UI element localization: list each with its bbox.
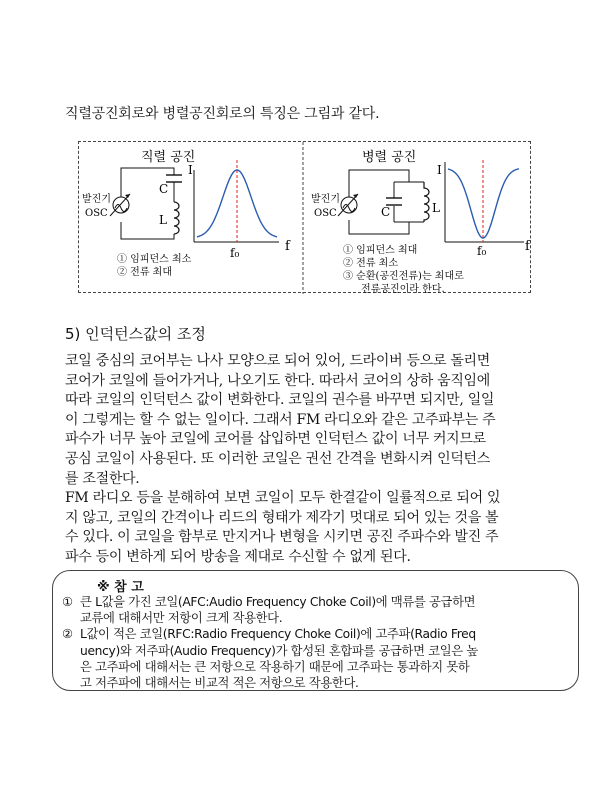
note-item-1	[62, 594, 568, 626]
parallel-title: 병렬 공진	[362, 150, 417, 165]
series-osc-label-1: 발진기	[82, 194, 111, 205]
note-line: L값이 적은 코일(RFC:Radio Frequency Choke Coil)에 고주파(Radio Freq	[80, 627, 476, 642]
parallel-l-label: L	[432, 201, 440, 215]
intro-text: 직렬공진회로와 병렬공진회로의 특징은 그림과 같다.	[65, 106, 380, 122]
parallel-wire-top	[349, 170, 409, 210]
note-line: 은 고주파에 대해서는 큰 저항으로 작용하기 때문에 고주파는 통과하지 못하	[80, 659, 470, 674]
parallel-osc-label-2: OSC	[314, 208, 337, 219]
note-title: ※ 참 고	[97, 580, 144, 595]
text-line: 코일 중심의 코어부는 나사 모양으로 되어 있어, 드라이버 등으로 돌리면	[65, 353, 490, 369]
parallel-note-4: 전류공진이라 한다.	[361, 284, 445, 294]
text-line: 따라 코일의 인덕턴스 값이 변화한다. 코일의 권수를 바꾸면 되지만, 일일	[65, 392, 495, 409]
parallel-osc-label-1: 발진기	[311, 194, 340, 205]
series-inductor	[174, 202, 179, 234]
parallel-panel	[311, 149, 531, 294]
text-line: 파수가 너무 높아 코일에 코어를 삽입하면 인덕턴스 값이 너무 커지므로	[65, 431, 486, 448]
parallel-f0-label: f₀	[477, 244, 487, 258]
text-line: FM 라디오 등을 분해하여 보면 코일이 모두 한결같이 일률적으로 되어 있	[65, 490, 501, 507]
section-heading: 5) 인덕턴스값의 조정	[65, 325, 206, 343]
text-line: 수 있다. 이 코일을 함부로 만지거나 변형을 시키면 공진 주파수와 발진 주	[65, 529, 499, 546]
series-panel	[82, 149, 291, 278]
parallel-note-3: ③ 순환(공진전류)는 최대로	[343, 271, 464, 282]
note-line: 고 저주파에 대해서는 비교적 적은 저항으로 작용한다.	[80, 676, 359, 691]
series-c-label: C	[159, 182, 169, 196]
note-line: 큰 L값을 가진 코일(AFC:Audio Frequency Choke Coil)에 맥류를 공급하면	[80, 595, 476, 609]
series-note-1: ① 임피던스 최소	[117, 254, 192, 265]
text-line: 코어가 코일에 들어가거나, 나오기도 한다. 따라서 코어의 상하 움직임에	[65, 372, 490, 389]
note-list	[62, 594, 568, 691]
note-line: 교류에 대해서만 저항이 크게 작용한다.	[80, 611, 283, 626]
text-line: 공심 코일이 사용된다. 또 이러한 코일은 권선 간격을 변화시켜 인덕턴스	[65, 450, 490, 467]
note-number: ②	[62, 627, 73, 642]
series-f0-label: f₀	[230, 246, 240, 260]
parallel-x-label: f	[525, 239, 530, 254]
parallel-inductor	[424, 182, 429, 222]
note-line: uency)와 저주파(Audio Frequency)가 합성된 혼합파를 공급하면 코일은 높	[80, 643, 478, 658]
text-line: 파수 등이 변하게 되어 방송을 제대로 수신할 수 없게 된다.	[65, 548, 411, 565]
resonance-figure	[78, 141, 531, 293]
parallel-note-1: ① 임피던스 최대	[343, 245, 418, 256]
series-l-label: L	[159, 213, 167, 227]
body-text	[65, 352, 547, 568]
text-line: 를 조절한다.	[65, 470, 140, 487]
text-line: 지 않고, 코일의 간격이나 리드의 형태가 제각기 멋대로 되어 있는 것을 볼	[65, 509, 499, 526]
resonance-diagram	[79, 142, 532, 294]
series-osc-label-2: OSC	[85, 208, 108, 219]
series-x-label: f	[285, 239, 290, 254]
note-number: ①	[62, 595, 73, 609]
text-line: 이 그렇게는 할 수 없는 일이다. 그래서 FM 라디오와 같은 고주파부는 주	[65, 411, 496, 428]
paragraph-1	[65, 352, 547, 489]
series-title: 직렬 공진	[141, 150, 196, 165]
series-y-label: I	[188, 163, 193, 177]
note-item-2	[62, 626, 568, 691]
paragraph-2	[65, 489, 547, 567]
reference-note-box	[52, 570, 579, 691]
parallel-c-label: C	[381, 205, 391, 219]
parallel-y-label: I	[437, 163, 442, 177]
series-note-2: ② 전류 최대	[117, 267, 172, 278]
parallel-note-2: ② 전류 최소	[343, 258, 398, 269]
